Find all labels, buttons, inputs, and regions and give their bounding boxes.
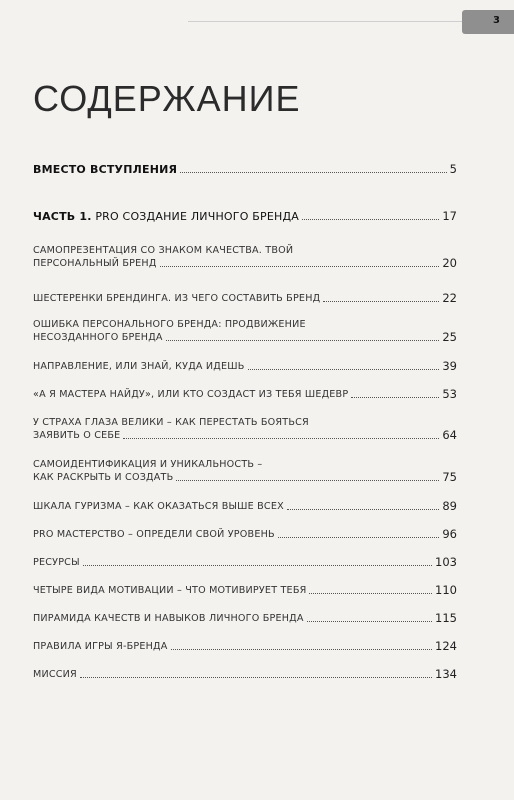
dot-leader bbox=[307, 621, 432, 622]
toc-entry-page: 134 bbox=[435, 667, 457, 681]
part-label: PRO СОЗДАНИЕ ЛИЧНОГО БРЕНДА bbox=[95, 210, 299, 223]
toc-entry-page: 110 bbox=[435, 583, 457, 597]
dot-leader bbox=[287, 509, 439, 510]
toc-entry-page: 115 bbox=[435, 611, 457, 625]
toc-entry-label: НЕСОЗДАННОГО БРЕНДА bbox=[33, 332, 163, 343]
dot-leader bbox=[278, 537, 440, 538]
toc-entry[interactable] bbox=[33, 388, 457, 401]
toc-entry[interactable] bbox=[33, 556, 457, 569]
part-prefix: ЧАСТЬ 1. bbox=[33, 210, 92, 223]
toc-entry[interactable] bbox=[33, 612, 457, 625]
toc-entry-label: ВМЕСТО ВСТУПЛЕНИЯ bbox=[33, 163, 178, 176]
toc-entry-page: 96 bbox=[442, 527, 457, 541]
toc-entry-label: PRO МАСТЕРСТВО – ОПРЕДЕЛИ СВОЙ УРОВЕНЬ bbox=[33, 529, 275, 540]
toc-entry-label: ЧЕТЫРЕ ВИДА МОТИВАЦИИ – ЧТО МОТИВИРУЕТ ТЕБЯ bbox=[33, 585, 307, 596]
toc-entry[interactable] bbox=[33, 458, 457, 484]
dot-leader bbox=[80, 677, 432, 678]
toc-entry-page: 39 bbox=[442, 359, 457, 373]
toc-entry-page: 64 bbox=[442, 428, 457, 442]
dot-leader bbox=[123, 438, 439, 439]
toc-entry-label: КАК РАСКРЫТЬ И СОЗДАТЬ bbox=[33, 472, 174, 483]
toc-entry-part-1[interactable] bbox=[33, 210, 457, 223]
toc-entry-label-line1: САМОПРЕЗЕНТАЦИЯ СО ЗНАКОМ КАЧЕСТВА. ТВОЙ bbox=[33, 245, 294, 256]
toc-entry-label: РЕСУРСЫ bbox=[33, 557, 80, 568]
dot-leader bbox=[180, 172, 446, 173]
toc-entry-page: 25 bbox=[442, 330, 457, 344]
toc-entry-label: «А Я МАСТЕРА НАЙДУ», ИЛИ КТО СОЗДАСТ ИЗ ТЕБЯ ШЕДЕВР bbox=[33, 389, 349, 400]
toc-entry-page: 89 bbox=[442, 499, 457, 513]
dot-leader bbox=[166, 340, 440, 341]
toc-entry[interactable] bbox=[33, 528, 457, 541]
dot-leader bbox=[83, 565, 432, 566]
toc-entry-label: ПРАВИЛА ИГРЫ Я-БРЕНДА bbox=[33, 641, 168, 652]
toc-entry[interactable] bbox=[33, 318, 457, 344]
toc-entry[interactable] bbox=[33, 668, 457, 681]
toc-entry-page: 5 bbox=[449, 162, 457, 176]
toc-entry-label: ШЕСТЕРЕНКИ БРЕНДИНГА. ИЗ ЧЕГО СОСТАВИТЬ БРЕНД bbox=[33, 293, 321, 304]
toc-entry-intro[interactable] bbox=[33, 163, 457, 176]
dot-leader bbox=[302, 219, 439, 220]
header-rule bbox=[188, 21, 462, 22]
dot-leader bbox=[309, 593, 432, 594]
toc-entry[interactable] bbox=[33, 244, 457, 270]
toc-entry-label: НАПРАВЛЕНИЕ, ИЛИ ЗНАЙ, КУДА ИДЕШЬ bbox=[33, 361, 245, 372]
page-number: 3 bbox=[493, 15, 500, 26]
toc-entry-label-line1: У СТРАХА ГЛАЗА ВЕЛИКИ – КАК ПЕРЕСТАТЬ БОЯТЬСЯ bbox=[33, 417, 309, 428]
dot-leader bbox=[176, 480, 439, 481]
toc-entry[interactable] bbox=[33, 292, 457, 305]
toc-entry-page: 103 bbox=[435, 555, 457, 569]
page-title: СОДЕРЖАНИЕ bbox=[33, 78, 301, 119]
toc-entry-label: ШКАЛА ГУРИЗМА – КАК ОКАЗАТЬСЯ ВЫШЕ ВСЕХ bbox=[33, 501, 284, 512]
dot-leader bbox=[323, 301, 439, 302]
dot-leader bbox=[171, 649, 433, 650]
dot-leader bbox=[351, 397, 439, 398]
toc-entry[interactable] bbox=[33, 416, 457, 442]
dot-leader bbox=[160, 266, 440, 267]
toc-entry-page: 75 bbox=[442, 470, 457, 484]
toc-entry-page: 17 bbox=[442, 209, 457, 223]
toc-entry[interactable] bbox=[33, 584, 457, 597]
toc-entry-page: 20 bbox=[442, 256, 457, 270]
toc-entry-label: ПИРАМИДА КАЧЕСТВ И НАВЫКОВ ЛИЧНОГО БРЕНДА bbox=[33, 613, 304, 624]
toc-entry-label: МИССИЯ bbox=[33, 669, 77, 680]
toc-entry[interactable] bbox=[33, 360, 457, 373]
toc-entry[interactable] bbox=[33, 640, 457, 653]
toc-entry-label-line1: ОШИБКА ПЕРСОНАЛЬНОГО БРЕНДА: ПРОДВИЖЕНИЕ bbox=[33, 319, 306, 330]
toc-entry-page: 124 bbox=[435, 639, 457, 653]
toc-entry-label: ЗАЯВИТЬ О СЕБЕ bbox=[33, 430, 121, 441]
dot-leader bbox=[248, 369, 440, 370]
toc-entry-label: ПЕРСОНАЛЬНЫЙ БРЕНД bbox=[33, 258, 157, 269]
toc-entry-label-line1: САМОИДЕНТИФИКАЦИЯ И УНИКАЛЬНОСТЬ – bbox=[33, 459, 263, 470]
toc-entry[interactable] bbox=[33, 500, 457, 513]
toc-entry-page: 53 bbox=[442, 387, 457, 401]
toc-entry-page: 22 bbox=[442, 291, 457, 305]
page-number-tab bbox=[462, 10, 514, 34]
